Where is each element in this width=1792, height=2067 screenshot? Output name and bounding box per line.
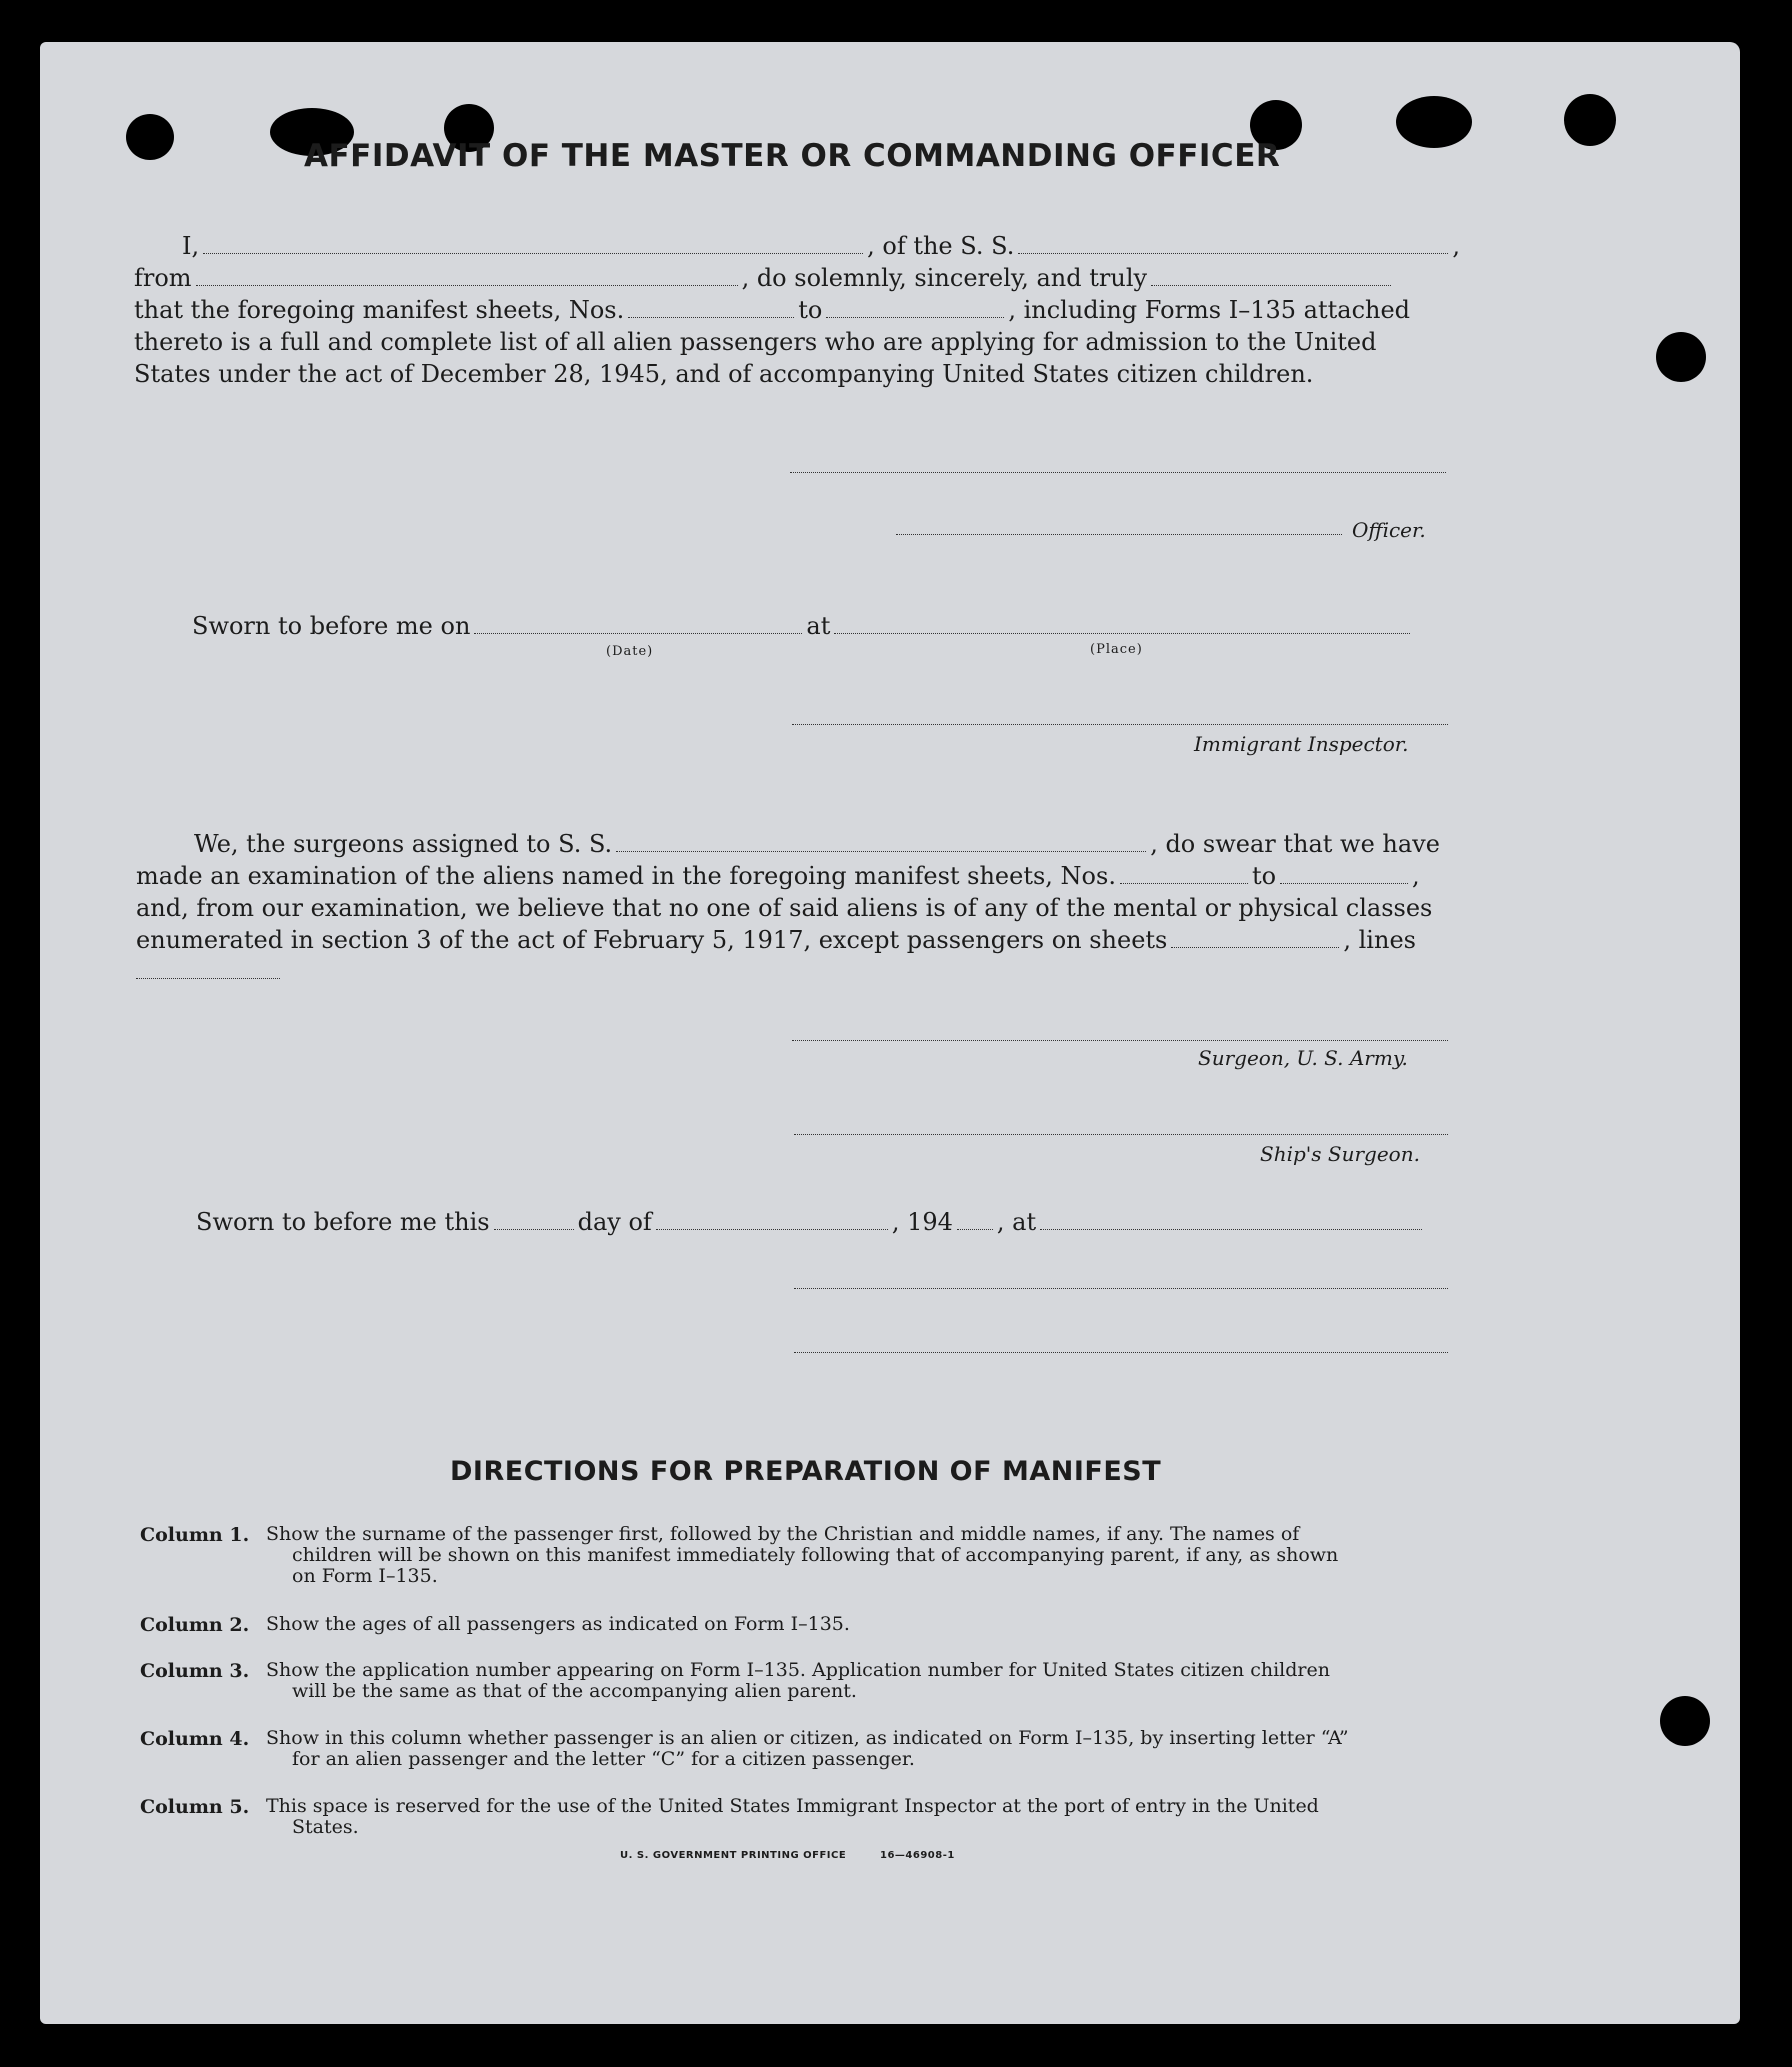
lines-field[interactable] xyxy=(136,978,280,979)
affidavit-line-4: thereto is a full and complete list of all alien passengers who are applying for admission to the United xyxy=(134,328,1377,356)
punch-hole xyxy=(1564,94,1616,146)
sworn-date-field[interactable] xyxy=(474,633,802,634)
sworn-line-2: Sworn to before me this day of , 194 , at xyxy=(196,1208,1426,1236)
place-label: (Place) xyxy=(1090,642,1143,657)
affidavit-line-3: that the foregoing manifest sheets, Nos. to , including Forms I–135 attached xyxy=(134,296,1411,324)
affidavit-line-2: from , do solemnly, sincerely, and truly xyxy=(134,264,1395,292)
army-surgeon-caption: Surgeon, U. S. Army. xyxy=(1198,1046,1408,1070)
army-surgeon-signature-line[interactable] xyxy=(792,1040,1448,1041)
affidavit-line-5: States under the act of December 28, 1945, and of accompanying United States citizen children. xyxy=(134,360,1314,388)
month-field[interactable] xyxy=(656,1229,888,1230)
column-3-text: Show the application number appearing on Form I–135. Application number for United States citizen children will be the same as that of the accompanying alien parent. xyxy=(266,1659,1330,1702)
printer-imprint: U. S. GOVERNMENT PRINTING OFFICE xyxy=(620,1850,847,1861)
affidavit-title: AFFIDAVIT OF THE MASTER OR COMMANDING OFFICER xyxy=(304,138,1281,174)
punch-hole xyxy=(126,114,174,160)
affidavit-line-1: I, , of the S. S. , xyxy=(182,232,1460,260)
column-1-label: Column 1. xyxy=(140,1524,250,1546)
witness-signature-line-1[interactable] xyxy=(794,1288,1448,1289)
sworn-line-1: Sworn to before me on at xyxy=(192,612,1414,640)
punch-hole xyxy=(1396,96,1472,148)
column-3-label: Column 3. xyxy=(140,1660,250,1682)
form-number: 16—46908-1 xyxy=(880,1850,955,1861)
surgeon-ship-field[interactable] xyxy=(616,851,1146,852)
surgeons-line-2: made an examination of the aliens named in the foregoing manifest sheets, Nos. to , xyxy=(136,862,1420,890)
surgeons-line-4: enumerated in section 3 of the act of February 5, 1917, except passengers on sheets , lines xyxy=(136,926,1416,954)
column-4-label: Column 4. xyxy=(140,1728,250,1750)
punch-hole xyxy=(1660,1696,1710,1746)
exam-sheets-from-field[interactable] xyxy=(1120,883,1248,884)
column-1-text: Show the surname of the passenger first, followed by the Christian and middle names, if any. The names of children will be shown on this manifest immediately following that of accompanying parent, if any, as shown on Form I–135. xyxy=(266,1523,1339,1587)
surgeons-line-3: and, from our examination, we believe that no one of said aliens is of any of the mental or physical classes xyxy=(136,894,1433,922)
ship-name-field[interactable] xyxy=(1018,253,1448,254)
column-2-label: Column 2. xyxy=(140,1614,250,1636)
column-5-label: Column 5. xyxy=(140,1796,250,1818)
exam-sheets-to-field[interactable] xyxy=(1280,883,1408,884)
inspector-signature-line[interactable] xyxy=(792,724,1448,725)
officer-signature-line-1[interactable] xyxy=(790,472,1446,473)
form-page xyxy=(40,42,1740,2024)
day-field[interactable] xyxy=(494,1229,574,1230)
from-field[interactable] xyxy=(196,285,738,286)
officer-caption: Officer. xyxy=(1352,518,1426,542)
sheets-to-field[interactable] xyxy=(826,317,1004,318)
officer-signature-line-2[interactable] xyxy=(896,534,1342,535)
column-5-text: This space is reserved for the use of the United States Immigrant Inspector at the port of entry in the United States. xyxy=(266,1795,1319,1838)
except-sheets-field[interactable] xyxy=(1171,947,1339,948)
punch-hole xyxy=(1656,332,1706,382)
column-2-text: Show the ages of all passengers as indicated on Form I–135. xyxy=(266,1613,850,1635)
oath-field[interactable] xyxy=(1151,285,1391,286)
ship-surgeon-caption: Ship's Surgeon. xyxy=(1260,1142,1420,1166)
directions-title: DIRECTIONS FOR PREPARATION OF MANIFEST xyxy=(450,1456,1162,1487)
sworn-place-field[interactable] xyxy=(834,633,1410,634)
witness-signature-line-2[interactable] xyxy=(794,1352,1448,1353)
ship-surgeon-signature-line[interactable] xyxy=(794,1134,1448,1135)
date-label: (Date) xyxy=(606,644,654,659)
inspector-caption: Immigrant Inspector. xyxy=(1194,732,1409,756)
name-field[interactable] xyxy=(203,253,863,254)
year-field[interactable] xyxy=(957,1229,993,1230)
sheets-from-field[interactable] xyxy=(628,317,794,318)
sworn-location-field[interactable] xyxy=(1040,1229,1422,1230)
column-4-text: Show in this column whether passenger is an alien or citizen, as indicated on Form I–135, by inserting letter “A” for an alien passenger and the letter “C” for a citizen passenger. xyxy=(266,1727,1349,1770)
surgeons-line-1: We, the surgeons assigned to S. S. , do swear that we have xyxy=(194,830,1440,858)
